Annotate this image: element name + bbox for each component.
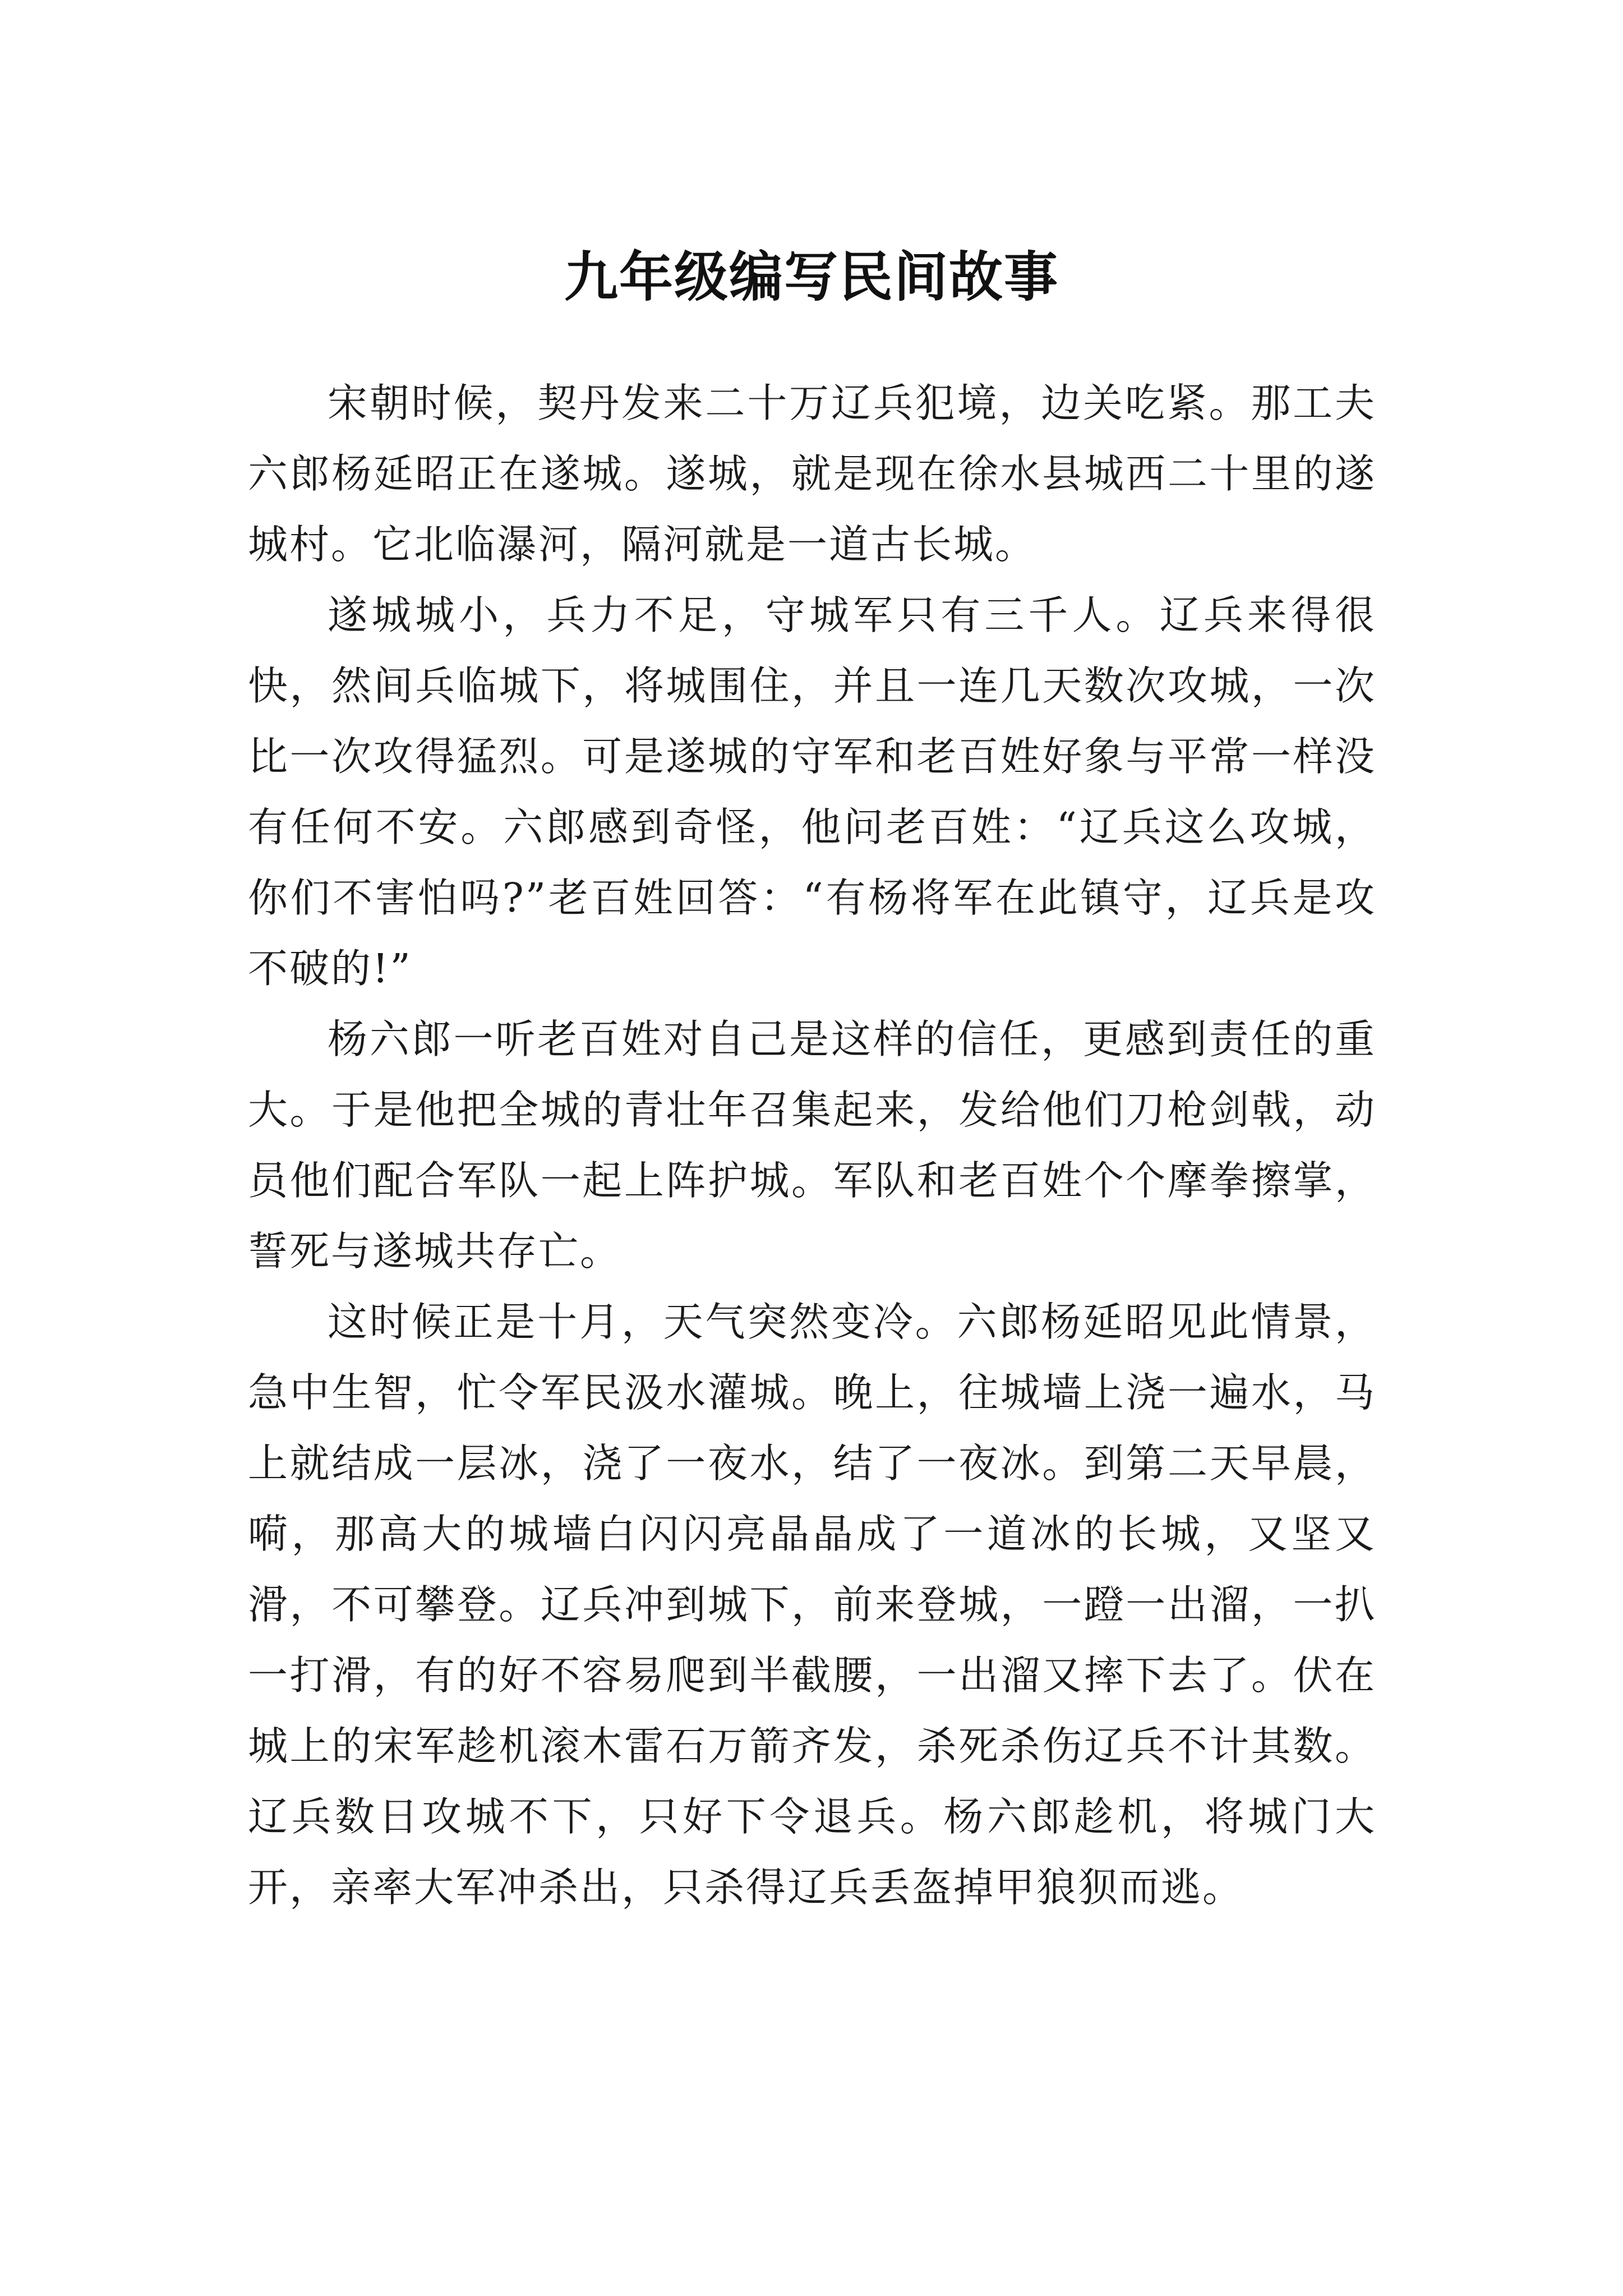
paragraph: 杨六郎一听老百姓对自己是这样的信任，更感到责任的重大。于是他把全城的青壮年召集起来，发给他们刀枪剑戟，动员他们配合军队一起上阵护城。军队和老百姓个个摩拳擦掌，誓死与遂城共存亡。 <box>248 1016 1376 1274</box>
paragraph: 遂城城小，兵力不足，守城军只有三千人。辽兵来得很快，然间兵临城下，将城围住，并且一连几天数次攻城，一次比一次攻得猛烈。可是遂城的守军和老百姓好象与平常一样没有任何不安。六郎感到奇怪，他问老百姓：“辽兵这么攻城，你们不害怕吗?”老百姓回答：“有杨将军在此镇守，辽兵是攻不破的!” <box>248 592 1376 992</box>
document-title: 九年级编写民间故事 <box>564 246 1059 309</box>
paragraph: 这时候正是十月，天气突然变冷。六郎杨延昭见此情景，急中生智，忙令军民汲水灌城。晚上，往城墙上浇一遍水，马上就结成一层冰，浇了一夜水，结了一夜冰。到第二天早晨，嗬，那高大的城墙白闪闪亮晶晶成了一道冰的长城，又坚又滑，不可攀登。辽兵冲到城下，前来登城，一蹬一出溜，一扒一打滑，有的好不容易爬到半截腰，一出溜又摔下去了。伏在城上的宋军趁机滚木雷石万箭齐发，杀死杀伤辽兵不计其数。辽兵数日攻城不下，只好下令退兵。杨六郎趁机，将城门大开，亲率大军冲杀出，只杀得辽兵丢盔掉甲狼狈而逃。 <box>248 1299 1376 1911</box>
document-body <box>248 368 1376 1923</box>
paragraph: 宋朝时候，契丹发来二十万辽兵犯境，边关吃紧。那工夫六郎杨延昭正在遂城。遂城，就是现在徐水县城西二十里的遂城村。它北临瀑河，隔河就是一道古长城。 <box>248 380 1376 568</box>
